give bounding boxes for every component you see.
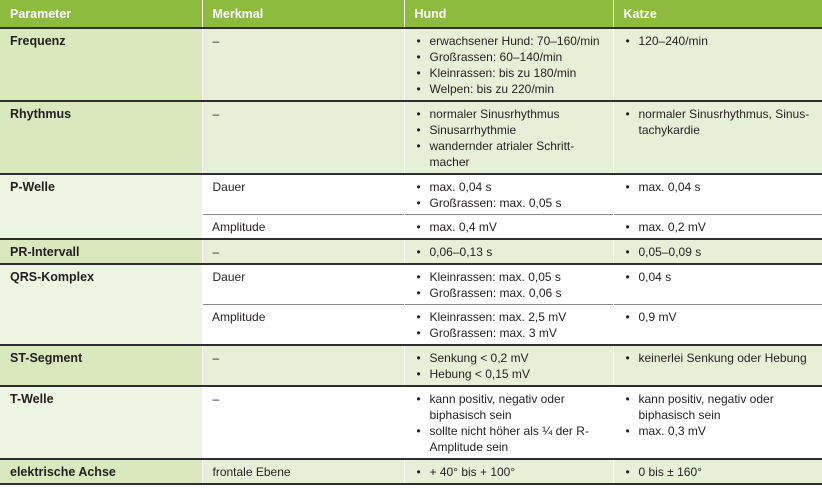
table-row [0,386,822,459]
hund-cell [404,239,613,264]
hund-list [415,391,607,455]
table-row [0,345,822,386]
merkmal-cell: – [202,386,404,459]
list-item: • 0,04 s [624,269,817,285]
merkmal-cell: – [202,101,404,174]
parameter-cell: PR-Intervall [0,239,202,264]
list-item: • 0,06–0,13 s [415,244,607,260]
list-item: • Hebung < 0,15 mV [415,366,607,382]
list-item: • Kleinrassen: max. 2,5 mV [415,309,607,325]
katze-list [624,179,817,195]
list-item: • max. 0,04 s [624,179,817,195]
merkmal-cell: Amplitude [202,215,404,240]
katze-cell [613,305,822,346]
hund-cell [404,459,613,484]
list-item: • max. 0,2 mV [624,219,817,235]
katze-cell [613,215,822,240]
hund-cell [404,174,613,215]
katze-list [624,269,817,285]
parameter-cell: elektrische Achse [0,459,202,484]
list-item: • keinerlei Senkung oder Hebung [624,350,817,366]
list-item: • max. 0,4 mV [415,219,607,235]
katze-cell [613,101,822,174]
header-katze: Katze [613,0,822,28]
header-parameter: Parameter [0,0,202,28]
katze-list [624,219,817,235]
table-row [0,101,822,174]
list-item: • kann positiv, negativ oder biphasisch sein [415,391,607,423]
parameter-cell: QRS-Komplex [0,264,202,345]
katze-list [624,350,817,366]
list-item: • 0 bis ± 160° [624,464,817,480]
hund-list [415,179,607,211]
list-item: • normaler Sinusrhythmus, Sinus-tachykardie [624,106,817,138]
merkmal-cell: – [202,345,404,386]
list-item: • Kleinrassen: max. 0,05 s [415,269,607,285]
table-row [0,264,822,305]
katze-list [624,464,817,480]
hund-cell [404,264,613,305]
list-item: • Großrassen: max. 0,05 s [415,195,607,211]
list-item: • kann positiv, negativ oder biphasisch sein [624,391,817,423]
hund-cell [404,386,613,459]
list-item: • + 40° bis + 100° [415,464,607,480]
katze-cell [613,345,822,386]
table-row [0,174,822,215]
merkmal-cell: Dauer [202,174,404,215]
list-item: • Kleinrassen: bis zu 180/min [415,65,607,81]
hund-list [415,244,607,260]
katze-cell [613,264,822,305]
katze-cell [613,28,822,101]
list-item: • Großrassen: max. 3 mV [415,325,607,341]
list-item: • max. 0,3 mV [624,423,817,439]
list-item: • 0,05–0,09 s [624,244,817,260]
hund-list [415,464,607,480]
katze-cell [613,459,822,484]
hund-list [415,309,607,341]
merkmal-cell: Dauer [202,264,404,305]
hund-list [415,350,607,382]
list-item: • Welpen: bis zu 220/min [415,81,607,97]
header-row [0,0,822,28]
table-row [0,28,822,101]
parameter-cell: Rhythmus [0,101,202,174]
list-item: • 0,9 mV [624,309,817,325]
parameter-cell: ST-Segment [0,345,202,386]
hund-cell [404,28,613,101]
list-item: • erwachsener Hund: 70–160/min [415,33,607,49]
katze-cell [613,174,822,215]
table-row [0,459,822,484]
header-merkmal: Merkmal [202,0,404,28]
katze-cell [613,386,822,459]
table-row [0,239,822,264]
list-item: • wandernder atrialer Schritt-macher [415,138,607,170]
header-hund: Hund [404,0,613,28]
merkmal-cell: Amplitude [202,305,404,346]
merkmal-cell: – [202,239,404,264]
katze-cell [613,239,822,264]
list-item: • Senkung < 0,2 mV [415,350,607,366]
hund-cell [404,305,613,346]
list-item: • normaler Sinusrhythmus [415,106,607,122]
parameter-cell: T-Welle [0,386,202,459]
katze-list [624,244,817,260]
merkmal-cell: – [202,28,404,101]
table-body [0,28,822,484]
katze-list [624,106,817,138]
list-item: • Sinusarrhythmie [415,122,607,138]
parameter-cell: P-Welle [0,174,202,239]
katze-list [624,309,817,325]
list-item: • Großrassen: 60–140/min [415,49,607,65]
hund-list [415,106,607,170]
hund-cell [404,345,613,386]
hund-list [415,33,607,97]
list-item: • sollte nicht höher als ¼ der R-Amplitude sein [415,423,607,455]
list-item: • max. 0,04 s [415,179,607,195]
katze-list [624,391,817,439]
hund-list [415,269,607,301]
parameter-cell: Frequenz [0,28,202,101]
hund-cell [404,101,613,174]
list-item: • 120–240/min [624,33,817,49]
hund-list [415,219,607,235]
list-item: • Großrassen: max. 0,06 s [415,285,607,301]
katze-list [624,33,817,49]
merkmal-cell: frontale Ebene [202,459,404,484]
hund-cell [404,215,613,240]
